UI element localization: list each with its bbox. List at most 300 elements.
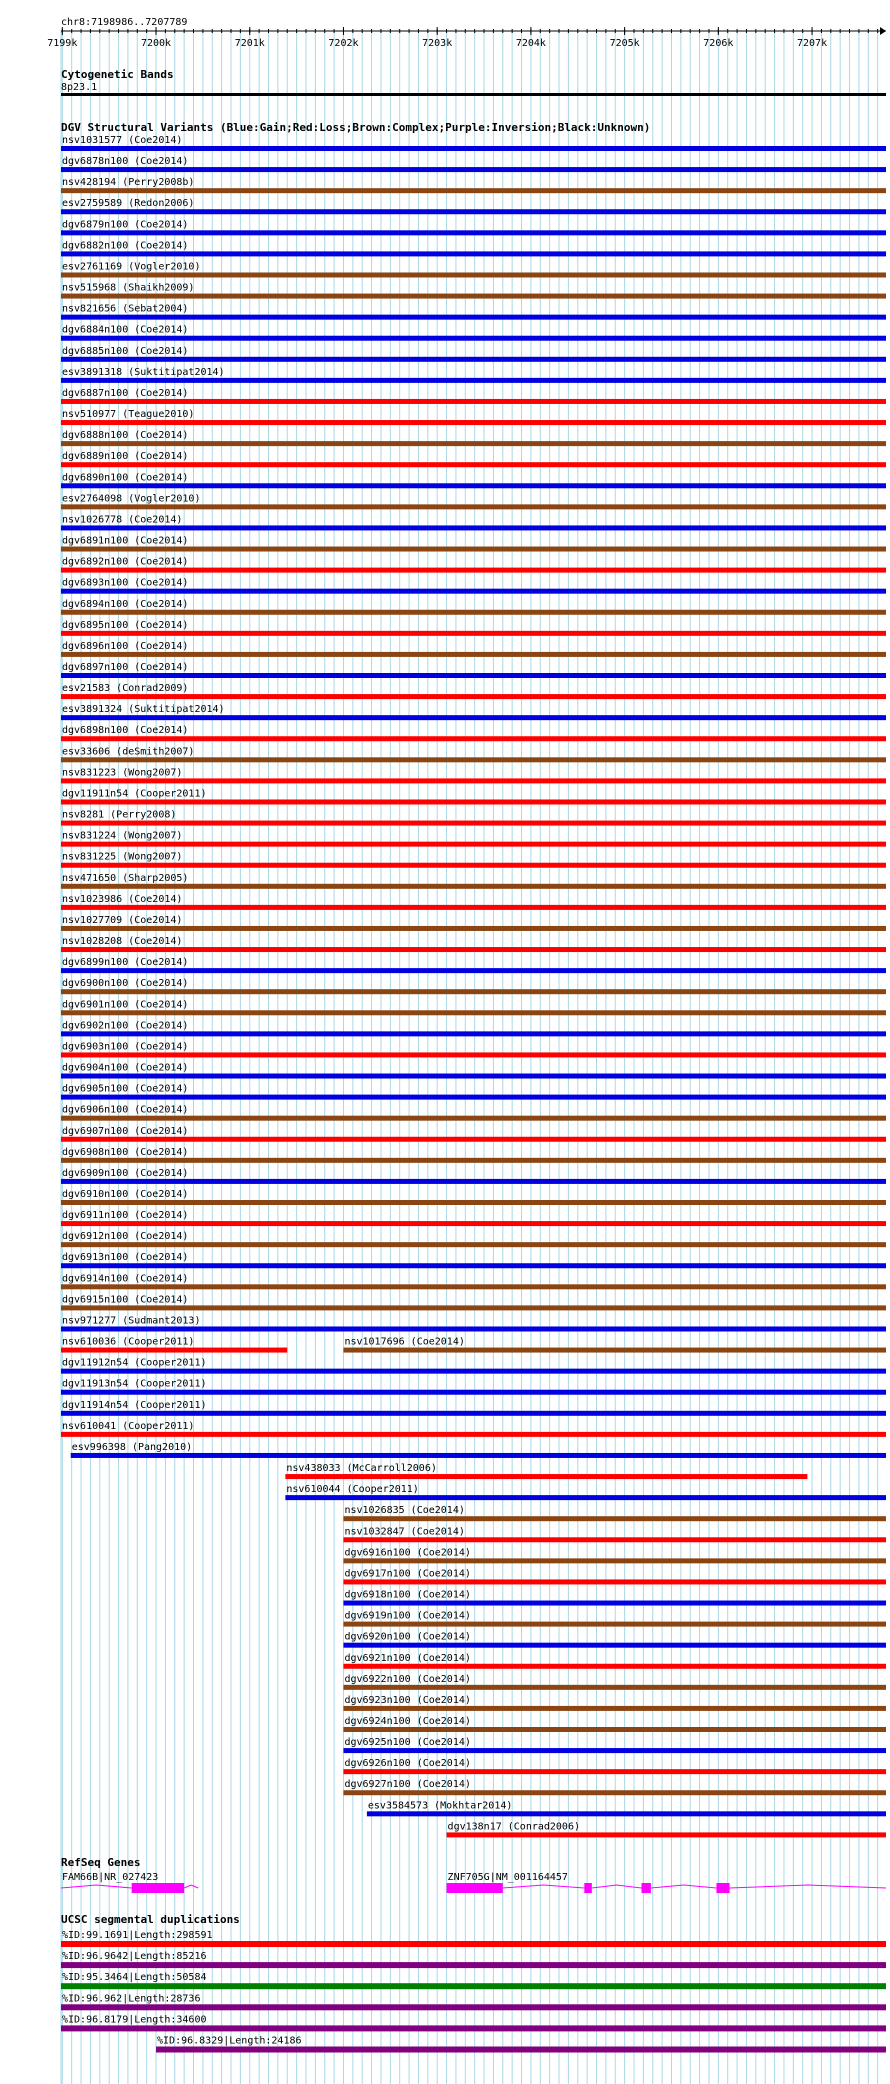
dgv-feature-label: dgv138n17 (Conrad2006) — [447, 1821, 581, 1833]
dgv-feature-label: nsv428194 (Perry2008b) — [62, 177, 195, 189]
dgv-feature-label: esv21583 (Conrad2009) — [62, 683, 189, 695]
dgv-feature[interactable] — [61, 725, 886, 741]
dgv-feature-label: dgv6892n100 (Coe2014) — [62, 556, 189, 568]
dgv-feature[interactable] — [61, 1168, 886, 1184]
dgv-feature-label: dgv6924n100 (Coe2014) — [344, 1716, 471, 1727]
dgv-feature-bar[interactable] — [61, 589, 886, 594]
cyto-band[interactable] — [61, 93, 886, 96]
dgv-feature-label: dgv6925n100 (Coe2014) — [344, 1737, 471, 1749]
dgv-feature-label: dgv6890n100 (Coe2014) — [62, 472, 189, 484]
dgv-feature-label: dgv6918n100 (Coe2014) — [344, 1589, 471, 1601]
dgv-feature-label: nsv515968 (Shaikh2009) — [62, 282, 195, 294]
dgv-feature-label: nsv1031577 (Coe2014) — [62, 135, 183, 146]
position-label: chr8:7198986..7207789 — [61, 17, 188, 28]
dgv-feature-label: dgv6922n100 (Coe2014) — [344, 1673, 471, 1685]
dgv-feature-bar[interactable] — [343, 1579, 886, 1584]
dgv-feature[interactable] — [61, 936, 886, 952]
segdup-label: %ID:96.8179|Length:34600 — [62, 2014, 207, 2026]
dgv-feature[interactable] — [61, 915, 886, 931]
dgv-feature[interactable] — [61, 1020, 886, 1036]
dgv-feature-label: nsv971277 (Sudmant2013) — [62, 1315, 201, 1327]
dgv-feature[interactable] — [343, 1716, 886, 1732]
dgv-feature[interactable] — [61, 1084, 886, 1100]
dgv-feature-label: nsv471650 (Sharp2005) — [62, 872, 189, 884]
dgv-feature[interactable] — [61, 283, 886, 299]
dgv-feature-bar[interactable] — [61, 525, 886, 530]
dgv-feature-label: nsv1026778 (Coe2014) — [62, 514, 183, 526]
dgv-feature-bar[interactable] — [61, 1031, 886, 1036]
dgv-feature[interactable] — [343, 1590, 886, 1606]
gene-intron — [184, 1885, 198, 1888]
dgv-feature-label: dgv6887n100 (Coe2014) — [62, 387, 189, 399]
segdup-track-title: UCSC segmental duplications — [61, 1913, 240, 1926]
dgv-feature-label: nsv831225 (Wong2007) — [62, 851, 183, 863]
dgv-feature-bar[interactable] — [61, 863, 886, 868]
dgv-feature[interactable] — [61, 472, 886, 488]
dgv-feature-bar[interactable] — [61, 167, 886, 172]
dgv-feature[interactable] — [343, 1568, 886, 1584]
dgv-track-title: DGV Structural Variants (Blue:Gain;Red:Loss;Brown:Complex;Purple:Inversion;Black:Unknown) — [61, 121, 651, 134]
dgv-feature[interactable] — [61, 367, 886, 383]
dgv-feature-label: dgv6901n100 (Coe2014) — [62, 999, 189, 1011]
dgv-feature-label: nsv1027709 (Coe2014) — [62, 914, 183, 926]
dgv-feature[interactable] — [61, 831, 886, 847]
dgv-feature[interactable] — [343, 1547, 886, 1563]
dgv-feature[interactable] — [343, 1526, 886, 1542]
dgv-feature-bar[interactable] — [61, 230, 886, 235]
dgv-feature-bar[interactable] — [61, 1369, 886, 1374]
dgv-feature-label: dgv6894n100 (Coe2014) — [62, 598, 189, 610]
dgv-feature-bar[interactable] — [61, 610, 886, 615]
dgv-feature-bar[interactable] — [343, 1558, 886, 1563]
dgv-feature[interactable] — [343, 1653, 886, 1669]
dgv-feature[interactable] — [343, 1337, 886, 1353]
segdup-bar[interactable] — [61, 1983, 886, 1989]
dgv-feature-label: nsv1028208 (Coe2014) — [62, 936, 183, 948]
gene-exon[interactable] — [584, 1883, 591, 1893]
dgv-feature-label: nsv821656 (Sebat2004) — [62, 303, 189, 315]
arrow-right-icon — [880, 27, 886, 35]
dgv-feature-bar[interactable] — [61, 1010, 886, 1015]
dgv-feature[interactable] — [61, 1041, 886, 1057]
dgv-feature-bar[interactable] — [61, 821, 886, 826]
dgv-feature[interactable] — [61, 788, 886, 804]
dgv-feature-label: dgv6895n100 (Coe2014) — [62, 619, 189, 631]
dgv-feature-bar[interactable] — [61, 483, 886, 488]
dgv-feature-label: dgv6891n100 (Coe2014) — [62, 535, 189, 547]
dgv-feature-label: dgv6920n100 (Coe2014) — [344, 1631, 471, 1643]
dgv-feature-label: nsv1026835 (Coe2014) — [344, 1505, 465, 1517]
dgv-feature-label: dgv6899n100 (Coe2014) — [62, 957, 189, 969]
dgv-feature-label: dgv11914n54 (Cooper2011) — [62, 1399, 207, 1411]
dgv-feature-bar[interactable] — [285, 1495, 886, 1500]
dgv-feature-label: dgv6879n100 (Coe2014) — [62, 219, 189, 231]
dgv-feature-label: dgv6904n100 (Coe2014) — [62, 1062, 189, 1074]
dgv-feature-label: nsv1023986 (Coe2014) — [62, 893, 183, 905]
dgv-feature[interactable] — [61, 1231, 886, 1247]
gene-exon[interactable] — [641, 1883, 650, 1893]
dgv-feature-bar[interactable] — [61, 188, 886, 193]
segdup-feature[interactable] — [61, 1993, 886, 2010]
dgv-feature-bar[interactable] — [61, 1263, 886, 1268]
dgv-feature-bar[interactable] — [61, 968, 886, 973]
dgv-feature-label: dgv6884n100 (Coe2014) — [62, 324, 189, 336]
dgv-feature[interactable] — [447, 1821, 886, 1837]
dgv-feature[interactable] — [61, 493, 886, 509]
dgv-feature-bar[interactable] — [61, 462, 886, 467]
dgv-feature-bar[interactable] — [343, 1537, 886, 1542]
dgv-feature-bar[interactable] — [61, 926, 886, 931]
dgv-feature[interactable] — [61, 325, 886, 341]
dgv-feature[interactable] — [61, 536, 886, 552]
dgv-feature[interactable] — [61, 388, 886, 404]
gene-label: FAM66B|NR_027423 — [62, 1872, 159, 1883]
segdup-feature[interactable] — [61, 1930, 886, 1947]
dgv-feature-label: dgv6903n100 (Coe2014) — [62, 1041, 189, 1053]
dgv-feature-label: dgv11912n54 (Cooper2011) — [62, 1357, 207, 1369]
dgv-feature[interactable] — [61, 1105, 886, 1121]
dgv-feature[interactable] — [61, 1189, 886, 1205]
dgv-feature[interactable] — [61, 746, 886, 762]
dgv-feature-bar[interactable] — [61, 1200, 886, 1205]
gene-exon[interactable] — [447, 1883, 503, 1893]
dgv-feature-bar[interactable] — [61, 146, 886, 151]
ruler-tick-label: 7199k — [47, 38, 78, 49]
dgv-feature[interactable] — [61, 430, 886, 446]
dgv-feature-label: esv33606 (deSmith2007) — [62, 746, 195, 758]
ruler-tick-label: 7201k — [234, 38, 265, 49]
dgv-feature-bar[interactable] — [61, 694, 886, 699]
dgv-feature-bar[interactable] — [61, 1432, 886, 1437]
dgv-feature[interactable] — [343, 1611, 886, 1627]
dgv-feature-label: nsv1017696 (Coe2014) — [344, 1336, 465, 1348]
segdup-bar[interactable] — [61, 1962, 886, 1968]
dgv-feature[interactable] — [61, 767, 886, 783]
dgv-feature-bar[interactable] — [61, 757, 886, 762]
dgv-feature[interactable] — [343, 1632, 886, 1648]
dgv-feature[interactable] — [61, 514, 886, 530]
cytogenetic-bands-track — [61, 68, 886, 96]
dgv-feature-bar[interactable] — [61, 1305, 886, 1310]
dgv-feature-label: dgv6915n100 (Coe2014) — [62, 1294, 189, 1306]
dgv-feature[interactable] — [61, 978, 886, 994]
dgv-feature-bar[interactable] — [61, 673, 886, 678]
dgv-feature-label: dgv6882n100 (Coe2014) — [62, 240, 189, 252]
dgv-feature-label: dgv6902n100 (Coe2014) — [62, 1020, 189, 1032]
dgv-feature[interactable] — [61, 304, 886, 320]
segdup-label: %ID:96.8329|Length:24186 — [157, 2035, 302, 2047]
dgv-feature-label: dgv6896n100 (Coe2014) — [62, 640, 189, 652]
dgv-feature[interactable] — [61, 873, 886, 889]
dgv-feature-bar[interactable] — [61, 357, 886, 362]
dgv-feature[interactable] — [61, 1337, 287, 1353]
dgv-feature[interactable] — [61, 578, 886, 594]
dgv-feature[interactable] — [61, 240, 886, 256]
dgv-feature[interactable] — [61, 1210, 886, 1226]
dgv-feature-bar[interactable] — [61, 989, 886, 994]
dgv-feature-bar[interactable] — [61, 1242, 886, 1247]
ruler-tick-label: 7200k — [140, 38, 172, 49]
dgv-feature[interactable] — [61, 683, 886, 699]
segdup-bar[interactable] — [61, 2004, 886, 2010]
dgv-feature-bar[interactable] — [61, 884, 886, 889]
dgv-feature-bar[interactable] — [61, 294, 886, 299]
segdup-feature[interactable] — [61, 1972, 886, 1989]
dgv-feature-label: dgv6885n100 (Coe2014) — [62, 345, 189, 357]
dgv-feature-bar[interactable] — [343, 1727, 886, 1732]
dgv-feature-bar[interactable] — [61, 842, 886, 847]
dgv-feature-bar[interactable] — [61, 315, 886, 320]
dgv-feature-label: nsv610041 (Cooper2011) — [62, 1420, 195, 1432]
dgv-feature-bar[interactable] — [343, 1516, 886, 1521]
dgv-feature-label: dgv6926n100 (Coe2014) — [344, 1758, 471, 1770]
dgv-feature-bar[interactable] — [61, 652, 886, 657]
dgv-feature-bar[interactable] — [61, 251, 886, 256]
ruler-tick-label: 7204k — [515, 38, 546, 49]
dgv-feature-bar[interactable] — [61, 399, 886, 404]
dgv-feature-label: nsv831224 (Wong2007) — [62, 830, 183, 842]
refseq-track-title: RefSeq Genes — [61, 1856, 141, 1869]
dgv-feature-label: dgv6927n100 (Coe2014) — [344, 1779, 471, 1791]
dgv-feature-label: dgv6914n100 (Coe2014) — [62, 1273, 189, 1285]
segdup-features — [61, 1930, 886, 2053]
gene-exon[interactable] — [716, 1883, 729, 1893]
dgv-feature[interactable] — [61, 1379, 886, 1395]
dgv-feature[interactable] — [61, 219, 886, 235]
dgv-feature-bar[interactable] — [61, 1074, 886, 1079]
gene-intron — [730, 1885, 886, 1888]
gene-exon[interactable] — [132, 1883, 184, 1893]
dgv-feature[interactable] — [61, 999, 886, 1015]
dgv-feature-label: dgv6898n100 (Coe2014) — [62, 725, 189, 737]
dgv-feature-label: dgv11913n54 (Cooper2011) — [62, 1378, 207, 1390]
dgv-feature-bar[interactable] — [61, 1095, 886, 1100]
dgv-feature-label: nsv1032847 (Coe2014) — [344, 1526, 465, 1538]
dgv-feature-bar[interactable] — [367, 1811, 886, 1816]
ruler-tick-label: 7206k — [703, 38, 734, 49]
dgv-feature-bar[interactable] — [61, 778, 886, 783]
dgv-feature[interactable] — [61, 1294, 886, 1310]
dgv-feature-bar[interactable] — [61, 1221, 886, 1226]
dgv-feature[interactable] — [61, 1252, 886, 1268]
dgv-feature-label: dgv6908n100 (Coe2014) — [62, 1146, 189, 1158]
segdup-feature[interactable] — [156, 2036, 886, 2053]
dgv-feature-bar[interactable] — [343, 1601, 886, 1606]
dgv-feature-bar[interactable] — [61, 1411, 886, 1416]
dgv-feature-bar[interactable] — [343, 1748, 886, 1753]
ruler-ticks — [47, 27, 877, 49]
dgv-feature-bar[interactable] — [61, 1348, 287, 1353]
dgv-feature[interactable] — [61, 810, 886, 826]
dgv-feature-label: nsv610044 (Cooper2011) — [286, 1484, 419, 1496]
dgv-feature-bar[interactable] — [343, 1706, 886, 1711]
dgv-feature-label: esv2759589 (Redon2006) — [62, 198, 195, 210]
dgv-feature[interactable] — [61, 135, 886, 151]
cyto-track-title: Cytogenetic Bands — [61, 68, 174, 81]
dgv-feature-bar[interactable] — [61, 441, 886, 446]
ruler-tick-label: 7203k — [422, 38, 453, 49]
dgv-feature-bar[interactable] — [61, 1326, 886, 1331]
dgv-feature[interactable] — [61, 620, 886, 636]
segdup-feature[interactable] — [61, 2014, 886, 2031]
dgv-feature[interactable] — [61, 451, 886, 467]
dgv-feature-bar[interactable] — [61, 1137, 886, 1142]
dgv-feature-bar[interactable] — [343, 1664, 886, 1669]
dgv-feature[interactable] — [343, 1737, 886, 1753]
segdup-bar[interactable] — [61, 1941, 886, 1947]
dgv-feature-label: dgv6888n100 (Coe2014) — [62, 430, 189, 442]
segdup-label: %ID:96.9642|Length:85216 — [62, 1951, 207, 1963]
dgv-feature-label: dgv6921n100 (Coe2014) — [344, 1652, 471, 1664]
dgv-feature[interactable] — [61, 662, 886, 678]
dgv-feature-label: nsv438033 (McCarroll2006) — [286, 1463, 437, 1475]
dgv-feature[interactable] — [61, 1421, 886, 1437]
segdup-feature[interactable] — [61, 1951, 886, 1968]
dgv-feature-label: dgv6878n100 (Coe2014) — [62, 156, 189, 168]
gene-feature[interactable] — [61, 1872, 198, 1893]
dgv-feature-bar[interactable] — [343, 1790, 886, 1795]
segdup-track — [61, 1913, 886, 2053]
dgv-feature-label: esv2761169 (Vogler2010) — [62, 261, 201, 273]
dgv-feature-bar[interactable] — [61, 1052, 886, 1057]
dgv-feature-bar[interactable] — [61, 272, 886, 277]
dgv-feature[interactable] — [61, 261, 886, 277]
cyto-band-label: 8p23.1 — [61, 82, 98, 93]
dgv-feature[interactable] — [61, 409, 886, 425]
dgv-feature[interactable] — [343, 1505, 886, 1521]
dgv-feature-bar[interactable] — [343, 1643, 886, 1648]
dgv-feature-bar[interactable] — [447, 1832, 886, 1837]
ruler — [47, 17, 886, 49]
segdup-label: %ID:96.962|Length:28736 — [62, 1993, 201, 2005]
dgv-features — [61, 135, 886, 1837]
dgv-feature-bar[interactable] — [61, 209, 886, 214]
dgv-feature[interactable] — [61, 957, 886, 973]
dgv-feature-bar[interactable] — [61, 1116, 886, 1121]
dgv-feature-label: esv3584573 (Mokhtar2014) — [367, 1800, 513, 1812]
dgv-feature-label: dgv6909n100 (Coe2014) — [62, 1167, 189, 1179]
ruler-tick-label: 7205k — [609, 38, 640, 49]
dgv-feature-bar[interactable] — [61, 631, 886, 636]
dgv-feature-bar[interactable] — [61, 715, 886, 720]
dgv-feature-label: dgv6917n100 (Coe2014) — [344, 1568, 471, 1580]
dgv-feature[interactable] — [61, 557, 886, 573]
dgv-feature-label: esv996398 (Pang2010) — [71, 1441, 193, 1453]
gene-features — [61, 1872, 886, 1893]
dgv-feature-bar[interactable] — [343, 1685, 886, 1690]
segdup-bar[interactable] — [156, 2047, 886, 2053]
dgv-feature-label: dgv6911n100 (Coe2014) — [62, 1210, 189, 1222]
dgv-feature[interactable] — [61, 1315, 886, 1331]
segdup-label: %ID:99.1691|Length:298591 — [62, 1930, 213, 1941]
dgv-feature[interactable] — [61, 704, 886, 720]
dgv-feature-bar[interactable] — [343, 1622, 886, 1627]
dgv-feature[interactable] — [61, 1063, 886, 1079]
dgv-feature-bar[interactable] — [61, 1284, 886, 1289]
segdup-bar[interactable] — [61, 2025, 886, 2031]
dgv-feature[interactable] — [61, 1400, 886, 1416]
dgv-feature[interactable] — [61, 894, 886, 910]
dgv-feature-bar[interactable] — [61, 799, 886, 804]
dgv-feature-bar[interactable] — [61, 1179, 886, 1184]
dgv-feature-bar[interactable] — [61, 1390, 886, 1395]
dgv-feature[interactable] — [61, 599, 886, 615]
dgv-feature[interactable] — [61, 1147, 886, 1163]
dgv-feature[interactable] — [61, 852, 886, 868]
dgv-feature-bar[interactable] — [61, 420, 886, 425]
dgv-feature-bar[interactable] — [61, 736, 886, 741]
dgv-feature-label: dgv6907n100 (Coe2014) — [62, 1125, 189, 1137]
dgv-feature[interactable] — [61, 177, 886, 193]
dgv-feature-bar[interactable] — [343, 1769, 886, 1774]
dgv-feature[interactable] — [61, 198, 886, 214]
dgv-feature-label: esv3891318 (Suktitipat2014) — [62, 366, 225, 378]
dgv-feature-label: dgv6900n100 (Coe2014) — [62, 978, 189, 990]
dgv-feature-label: nsv831223 (Wong2007) — [62, 767, 183, 779]
dgv-feature-label: nsv610036 (Cooper2011) — [62, 1336, 195, 1348]
dgv-feature-label: dgv6923n100 (Coe2014) — [344, 1694, 471, 1706]
dgv-feature-label: dgv6889n100 (Coe2014) — [62, 451, 189, 463]
dgv-feature[interactable] — [61, 346, 886, 362]
dgv-feature[interactable] — [343, 1758, 886, 1774]
gene-intron — [503, 1885, 585, 1888]
dgv-feature[interactable] — [343, 1779, 886, 1795]
dgv-track — [61, 121, 886, 1837]
refseq-genes-track — [61, 1856, 886, 1893]
dgv-feature-bar[interactable] — [71, 1453, 886, 1458]
dgv-feature-bar[interactable] — [343, 1348, 886, 1353]
dgv-feature-label: nsv8281 (Perry2008) — [62, 809, 177, 821]
dgv-feature-bar[interactable] — [61, 547, 886, 552]
dgv-feature[interactable] — [61, 1273, 886, 1289]
dgv-feature-bar[interactable] — [61, 378, 886, 383]
dgv-feature-label: esv2764098 (Vogler2010) — [62, 493, 201, 505]
ruler-tick-label: 7207k — [797, 38, 828, 49]
dgv-feature[interactable] — [343, 1695, 886, 1711]
dgv-feature[interactable] — [367, 1800, 886, 1816]
dgv-feature-label: dgv6913n100 (Coe2014) — [62, 1252, 189, 1264]
dgv-feature[interactable] — [285, 1484, 886, 1500]
dgv-feature[interactable] — [61, 1358, 886, 1374]
dgv-feature-label: dgv6916n100 (Coe2014) — [344, 1547, 471, 1559]
dgv-feature-bar[interactable] — [61, 568, 886, 573]
dgv-feature[interactable] — [343, 1674, 886, 1690]
gene-label: ZNF705G|NM_001164457 — [447, 1872, 568, 1883]
dgv-feature-bar[interactable] — [61, 905, 886, 910]
dgv-feature-label: nsv510977 (Teague2010) — [62, 409, 195, 421]
dgv-feature[interactable] — [285, 1463, 807, 1479]
gene-intron — [651, 1885, 717, 1888]
dgv-feature[interactable] — [61, 156, 886, 172]
dgv-feature-bar[interactable] — [61, 336, 886, 341]
dgv-feature-bar[interactable] — [61, 1158, 886, 1163]
dgv-feature[interactable] — [61, 641, 886, 657]
dgv-feature-label: dgv6897n100 (Coe2014) — [62, 662, 189, 673]
dgv-feature-label: dgv11911n54 (Cooper2011) — [62, 788, 207, 800]
dgv-feature-label: esv3891324 (Suktitipat2014) — [62, 704, 225, 716]
dgv-feature-label: dgv6906n100 (Coe2014) — [62, 1104, 189, 1116]
dgv-feature[interactable] — [61, 1126, 886, 1142]
dgv-feature-label: dgv6919n100 (Coe2014) — [344, 1610, 471, 1622]
segdup-label: %ID:95.3464|Length:50584 — [62, 1972, 207, 1984]
dgv-feature-label: dgv6912n100 (Coe2014) — [62, 1231, 189, 1243]
dgv-feature-label: dgv6893n100 (Coe2014) — [62, 577, 189, 589]
dgv-feature-label: dgv6910n100 (Coe2014) — [62, 1189, 189, 1200]
dgv-feature-bar[interactable] — [285, 1474, 807, 1479]
dgv-feature-bar[interactable] — [61, 504, 886, 509]
ruler-tick-label: 7202k — [328, 38, 359, 49]
dgv-feature-bar[interactable] — [61, 947, 886, 952]
